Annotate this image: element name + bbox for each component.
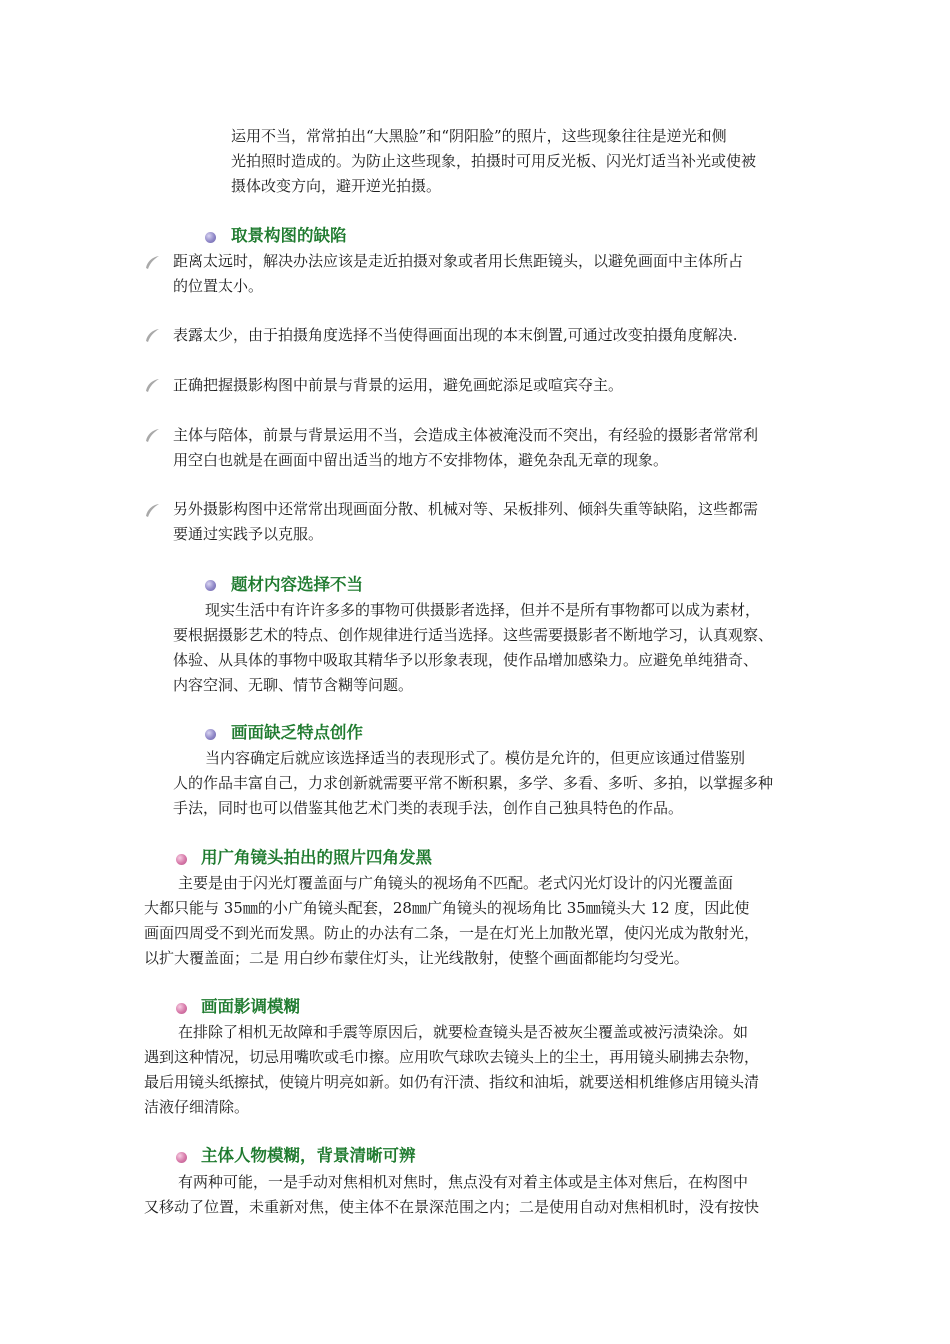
list-item: 正确把握摄影构图中前景与背景的运用，避免画蛇添足或喧宾夺主。 xyxy=(173,376,624,394)
swoosh-bullet-icon xyxy=(143,427,161,443)
section-heading: 主体人物模糊，背景清晰可辨 xyxy=(201,1146,416,1165)
swoosh-bullet-icon xyxy=(143,327,161,343)
section-paragraph: 现实生活中有许许多多的事物可供摄影者选择，但并不是所有事物都可以成为素材， 要根据摄影艺术的特点、创作规律进行适当选择。这些需要摄影者不断地学习，认真观察、 体验、从具体的事物中吸取其精华予以形象表现，使作品增加感染力。应避免单纯猎奇、 内容空洞、无聊、情节含糊等问题。 xyxy=(173,601,774,694)
list-item: 距离太远时，解决办法应该是走近拍摄对象或者用长焦距镜头，以避免画面中主体所占 的位置太小。 xyxy=(173,252,744,295)
intro-line: 光拍照时造成的。为防止这些现象，拍摄时可用反光板、闪光灯适当补光或使被 xyxy=(231,152,757,170)
intro-line: 摄体改变方向，避开逆光拍摄。 xyxy=(231,177,442,195)
section-heading: 用广角镜头拍出的照片四角发黑 xyxy=(201,848,432,867)
section-heading: 取景构图的缺陷 xyxy=(231,226,347,245)
section-paragraph: 主要是由于闪光灯覆盖面与广角镜头的视场角不匹配。老式闪光灯设计的闪光覆盖面 大都只能与 35㎜的小广角镜头配套，28㎜广角镜头的视场角比 35㎜镜头大 12 度，因此使 画面四周受不到光而发黑。防止的办法有二条，一是在灯光上加散光罩，使闪光成为散射光， 以扩大覆盖面；二是 用白纱布蒙住灯头，让光线散射，使整个画面都能均匀受光。 xyxy=(144,874,760,967)
section-heading: 题材内容选择不当 xyxy=(231,575,363,594)
section-paragraph: 当内容确定后就应该选择适当的表现形式了。模仿是允许的，但更应该通过借鉴别 人的作品丰富自己，力求创新就需要平常不断积累，多学、多看、多听、多拍，以掌握多种 手法，同时也可以借鉴其他艺术门类的表现手法，创作自己独具特色的作品。 xyxy=(173,749,774,817)
section-heading: 画面缺乏特点创作 xyxy=(231,723,363,742)
swoosh-bullet-icon xyxy=(143,502,161,518)
list-item: 主体与陪体，前景与背景运用不当，会造成主体被淹没而不突出，有经验的摄影者常常利 用空白也就是在画面中留出适当的地方不安排物体，避免杂乱无章的现象。 xyxy=(173,426,759,469)
intro-line: 运用不当，常常拍出“大黑脸”和“阴阳脸”的照片，这些现象往往是逆光和侧 xyxy=(231,127,727,145)
section-paragraph: 有两种可能，一是手动对焦相机对焦时，焦点没有对着主体或是主体对焦后，在构图中 又移动了位置，未重新对焦，使主体不在景深范围之内；二是使用自动对焦相机时，没有按快 xyxy=(144,1173,760,1216)
pink-dot-icon xyxy=(176,854,187,865)
purple-dot-icon xyxy=(205,580,216,591)
pink-dot-icon xyxy=(176,1003,187,1014)
section-paragraph: 在排除了相机无故障和手震等原因后，就要检查镜头是否被灰尘覆盖或被污渍染涂。如 遇到这种情况，切忌用嘴吹或毛巾擦。应用吹气球吹去镜头上的尘土，再用镜头刷拂去杂物， 最后用镜头纸擦拭，使镜片明亮如新。如仍有汗渍、指纹和油垢，就要送相机维修店用镜头清 洁液仔细清除。 xyxy=(144,1023,760,1116)
pink-dot-icon xyxy=(176,1152,187,1163)
purple-dot-icon xyxy=(205,232,216,243)
list-item: 表露太少，由于拍摄角度选择不当使得画面出现的本末倒置,可通过改变拍摄角度解决. xyxy=(173,326,738,344)
swoosh-bullet-icon xyxy=(143,254,161,270)
section-heading: 画面影调模糊 xyxy=(201,997,300,1016)
purple-dot-icon xyxy=(205,729,216,740)
swoosh-bullet-icon xyxy=(143,377,161,393)
list-item: 另外摄影构图中还常常出现画面分散、机械对等、呆板排列、倾斜失重等缺陷，这些都需 要通过实践予以克服。 xyxy=(173,500,759,543)
intro-paragraph xyxy=(231,124,821,199)
